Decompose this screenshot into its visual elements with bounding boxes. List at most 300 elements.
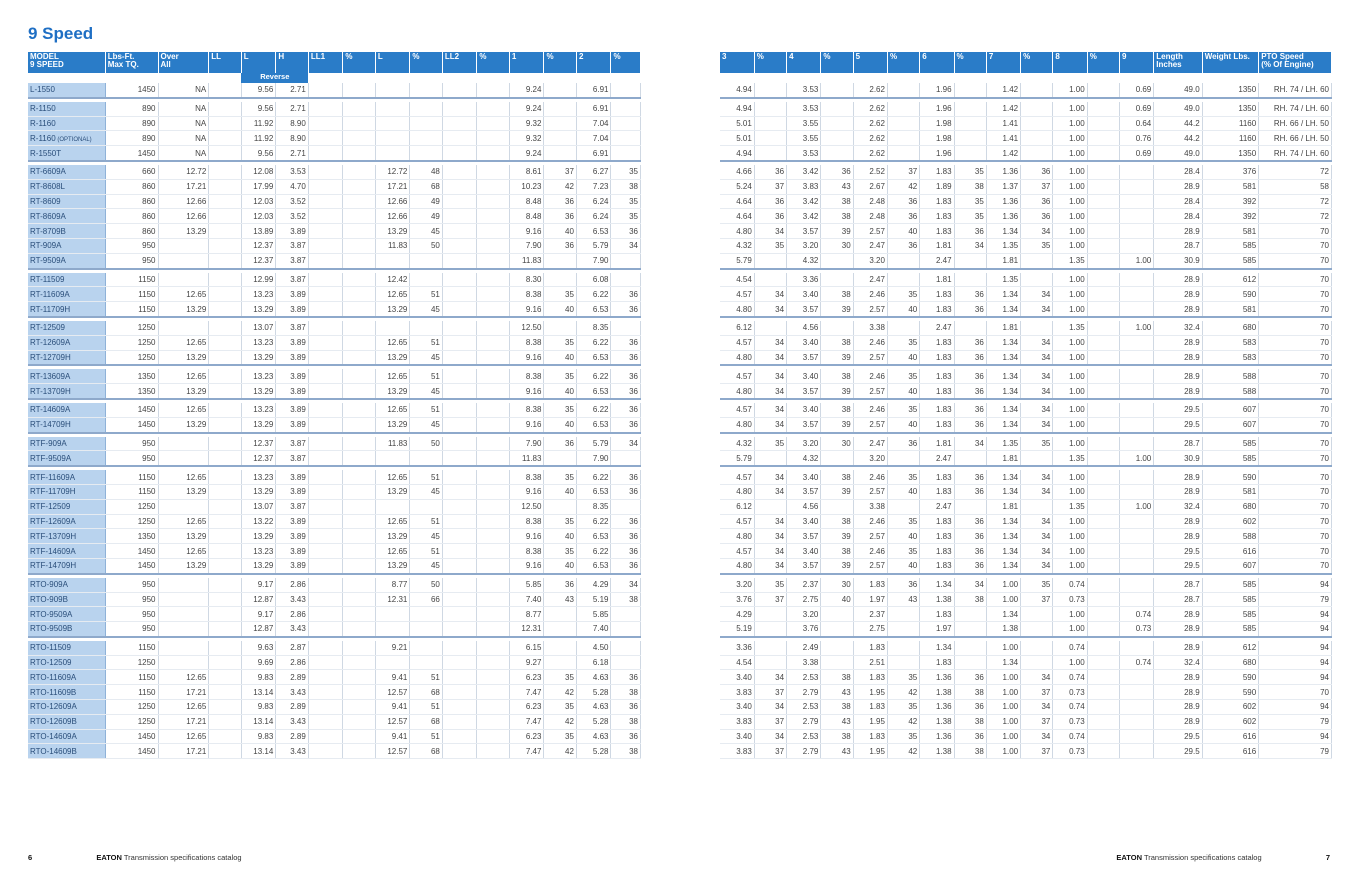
- data-cell: 45: [410, 558, 443, 573]
- model-name: RT-8609A: [30, 211, 66, 221]
- data-cell: [954, 641, 986, 655]
- data-cell: 1450: [105, 544, 158, 559]
- data-cell: [1087, 685, 1119, 700]
- data-cell: [209, 544, 242, 559]
- data-cell: 37: [754, 592, 786, 607]
- data-cell: 36: [887, 578, 919, 592]
- data-cell: 1.34: [920, 641, 954, 655]
- data-cell: 2.47: [920, 499, 954, 514]
- data-cell: 9.17: [241, 578, 276, 592]
- data-cell: 950: [105, 622, 158, 637]
- data-cell: 40: [887, 384, 919, 399]
- data-cell: [209, 116, 242, 131]
- data-cell: 8.38: [509, 335, 544, 350]
- data-cell: [442, 321, 477, 335]
- data-cell: [754, 83, 786, 98]
- data-cell: 2.57: [853, 224, 887, 239]
- data-cell: 1.83: [920, 350, 954, 365]
- data-cell: [343, 302, 376, 317]
- data-cell: [308, 744, 343, 759]
- data-cell: 4.80: [720, 302, 754, 317]
- data-cell: 3.57: [787, 558, 821, 573]
- data-cell: [1021, 655, 1053, 670]
- data-cell: 2.47: [920, 253, 954, 268]
- data-cell: [611, 131, 641, 146]
- data-cell: [954, 83, 986, 98]
- data-cell: [209, 714, 242, 729]
- data-cell: [1087, 544, 1119, 559]
- data-cell: 51: [410, 514, 443, 529]
- model-name: RT-6609A: [30, 167, 66, 177]
- table-row: [28, 83, 641, 98]
- data-cell: 44.2: [1154, 131, 1202, 146]
- data-cell: 1.00: [1053, 165, 1087, 179]
- data-cell: 38: [821, 514, 853, 529]
- data-cell: 17.21: [375, 179, 410, 194]
- data-cell: [343, 369, 376, 383]
- data-cell: 9.69: [241, 655, 276, 670]
- data-cell: [1119, 287, 1153, 302]
- reverse-label: Reverse: [241, 73, 308, 83]
- data-cell: 28.9: [1154, 685, 1202, 700]
- data-cell: 40: [821, 592, 853, 607]
- data-cell: 42: [887, 179, 919, 194]
- data-cell: 2.47: [920, 451, 954, 466]
- data-cell: 1.95: [853, 685, 887, 700]
- data-cell: NA: [158, 116, 209, 131]
- data-cell: [477, 470, 510, 484]
- data-cell: 3.57: [787, 384, 821, 399]
- data-cell: 36: [954, 417, 986, 432]
- data-cell: 1.81: [920, 238, 954, 253]
- data-cell: 1350: [105, 384, 158, 399]
- data-cell: 36: [611, 384, 641, 399]
- data-cell: 13.22: [241, 514, 276, 529]
- data-cell: 2.57: [853, 529, 887, 544]
- data-cell: [1087, 729, 1119, 744]
- data-cell: 12.72: [375, 165, 410, 179]
- data-cell: 94: [1259, 607, 1332, 622]
- data-cell: [410, 102, 443, 116]
- data-cell: [442, 607, 477, 622]
- data-cell: 40: [544, 417, 577, 432]
- data-cell: [1119, 544, 1153, 559]
- data-cell: [1021, 146, 1053, 161]
- data-cell: 39: [821, 529, 853, 544]
- data-cell: 40: [887, 417, 919, 432]
- data-cell: 4.29: [720, 607, 754, 622]
- data-cell: [1087, 417, 1119, 432]
- data-cell: 1160: [1202, 116, 1259, 131]
- data-cell: [1087, 116, 1119, 131]
- data-cell: [1087, 499, 1119, 514]
- data-cell: [308, 116, 343, 131]
- data-cell: [442, 179, 477, 194]
- data-cell: [308, 350, 343, 365]
- data-cell: 1.42: [986, 83, 1020, 98]
- data-cell: 34: [1021, 224, 1053, 239]
- data-cell: [821, 83, 853, 98]
- data-cell: 34: [1021, 384, 1053, 399]
- data-cell: [1021, 641, 1053, 655]
- data-cell: 70: [1259, 403, 1332, 417]
- data-cell: 45: [410, 302, 443, 317]
- data-cell: 1.34: [986, 403, 1020, 417]
- page-number-left: 6: [28, 853, 33, 862]
- data-cell: 583: [1202, 335, 1259, 350]
- data-cell: 1.00: [1053, 131, 1087, 146]
- data-cell: 1.83: [920, 335, 954, 350]
- data-cell: 1.00: [1053, 558, 1087, 573]
- data-cell: 38: [611, 714, 641, 729]
- data-cell: 3.76: [787, 622, 821, 637]
- data-cell: [611, 253, 641, 268]
- table-row: [28, 384, 641, 399]
- data-cell: 4.57: [720, 403, 754, 417]
- data-cell: 28.9: [1154, 714, 1202, 729]
- data-cell: 8.61: [509, 165, 544, 179]
- data-cell: 30: [821, 437, 853, 451]
- data-cell: 3.89: [276, 224, 309, 239]
- data-cell: 3.38: [787, 655, 821, 670]
- data-cell: 1250: [105, 700, 158, 715]
- data-cell: 6.27: [576, 165, 611, 179]
- data-cell: 1.83: [920, 544, 954, 559]
- data-cell: [375, 131, 410, 146]
- data-cell: 3.40: [787, 544, 821, 559]
- right-column-header: %: [887, 52, 919, 73]
- data-cell: 44.2: [1154, 116, 1202, 131]
- data-cell: 34: [754, 529, 786, 544]
- data-cell: 1.96: [920, 102, 954, 116]
- data-cell: 11.83: [375, 437, 410, 451]
- data-cell: 0.74: [1053, 641, 1087, 655]
- data-cell: 72: [1259, 209, 1332, 224]
- model-name: RTF-14609A: [30, 546, 76, 556]
- data-cell: [308, 384, 343, 399]
- data-cell: 37: [1021, 592, 1053, 607]
- data-cell: [477, 384, 510, 399]
- data-cell: 588: [1202, 529, 1259, 544]
- data-cell: [442, 253, 477, 268]
- data-cell: [209, 403, 242, 417]
- data-cell: 9.24: [509, 102, 544, 116]
- data-cell: [308, 102, 343, 116]
- data-cell: 17.21: [158, 714, 209, 729]
- table-row: [28, 287, 641, 302]
- data-cell: [1119, 592, 1153, 607]
- data-cell: [477, 131, 510, 146]
- data-cell: 13.89: [241, 224, 276, 239]
- data-cell: 70: [1259, 437, 1332, 451]
- data-cell: 13.23: [241, 544, 276, 559]
- data-cell: 3.38: [853, 321, 887, 335]
- data-cell: [1087, 470, 1119, 484]
- data-cell: [754, 321, 786, 335]
- data-cell: 3.53: [787, 146, 821, 161]
- data-cell: 36: [611, 514, 641, 529]
- data-cell: 43: [821, 179, 853, 194]
- data-cell: 1450: [105, 146, 158, 161]
- model-name: RT-11509: [30, 274, 65, 284]
- data-cell: 8.38: [509, 470, 544, 484]
- data-cell: 9.21: [375, 641, 410, 655]
- data-cell: 34: [611, 238, 641, 253]
- data-cell: 34: [754, 484, 786, 499]
- data-cell: 3.55: [787, 131, 821, 146]
- data-cell: [477, 451, 510, 466]
- data-cell: 2.46: [853, 514, 887, 529]
- data-cell: 8.90: [276, 116, 309, 131]
- table-row: [720, 165, 1332, 179]
- model-name: RT-8609: [30, 196, 61, 206]
- data-cell: 581: [1202, 224, 1259, 239]
- data-cell: 12.65: [158, 700, 209, 715]
- data-cell: [821, 321, 853, 335]
- data-cell: 1.00: [1053, 335, 1087, 350]
- data-cell: 42: [544, 714, 577, 729]
- data-cell: 36: [611, 484, 641, 499]
- data-cell: 12.37: [241, 238, 276, 253]
- data-cell: NA: [158, 83, 209, 98]
- data-cell: [954, 116, 986, 131]
- data-cell: 34: [1021, 350, 1053, 365]
- data-cell: 585: [1202, 592, 1259, 607]
- data-cell: [477, 146, 510, 161]
- data-cell: 40: [544, 224, 577, 239]
- data-cell: [754, 641, 786, 655]
- data-cell: 1.00: [986, 592, 1020, 607]
- table-row: [720, 384, 1332, 399]
- model-name: RTO-909A: [30, 580, 68, 590]
- data-cell: 0.74: [1119, 607, 1153, 622]
- data-cell: 1.83: [920, 302, 954, 317]
- data-cell: 581: [1202, 179, 1259, 194]
- data-cell: [821, 451, 853, 466]
- data-cell: 3.43: [276, 592, 309, 607]
- model-name: RT-8608L: [30, 182, 65, 192]
- data-cell: 7.47: [509, 685, 544, 700]
- data-cell: 3.40: [787, 514, 821, 529]
- data-cell: [611, 451, 641, 466]
- data-cell: 48: [410, 165, 443, 179]
- data-cell: 34: [754, 350, 786, 365]
- data-cell: [611, 607, 641, 622]
- data-cell: 6.91: [576, 102, 611, 116]
- data-cell: [375, 83, 410, 98]
- left-column-header: Lbs-Ft. Max TQ.: [105, 52, 158, 73]
- data-cell: [1119, 484, 1153, 499]
- right-column-header: %: [1087, 52, 1119, 73]
- model-note: (OPTIONAL): [55, 136, 92, 143]
- data-cell: 36: [544, 578, 577, 592]
- data-cell: [887, 146, 919, 161]
- data-cell: [343, 102, 376, 116]
- data-cell: 35: [887, 670, 919, 685]
- data-cell: 3.89: [276, 558, 309, 573]
- data-cell: [209, 470, 242, 484]
- data-cell: 890: [105, 116, 158, 131]
- data-cell: [754, 146, 786, 161]
- data-cell: [343, 83, 376, 98]
- data-cell: 2.46: [853, 369, 887, 383]
- data-cell: [209, 165, 242, 179]
- model-cell: [28, 529, 105, 544]
- data-cell: 28.9: [1154, 514, 1202, 529]
- data-cell: [1119, 238, 1153, 253]
- header-spacer: [576, 73, 611, 83]
- data-cell: 36: [544, 209, 577, 224]
- data-cell: [343, 622, 376, 637]
- data-cell: NA: [158, 131, 209, 146]
- data-cell: 38: [821, 209, 853, 224]
- data-cell: [477, 484, 510, 499]
- header-spacer: [477, 73, 510, 83]
- data-cell: 28.7: [1154, 592, 1202, 607]
- data-cell: 28.9: [1154, 700, 1202, 715]
- data-cell: [477, 403, 510, 417]
- data-cell: 72: [1259, 194, 1332, 209]
- data-cell: 1150: [105, 670, 158, 685]
- data-cell: 2.57: [853, 417, 887, 432]
- data-cell: 3.76: [720, 592, 754, 607]
- data-cell: 34: [954, 238, 986, 253]
- data-cell: [343, 287, 376, 302]
- model-name: R-1160: [30, 118, 56, 128]
- data-cell: 13.29: [158, 529, 209, 544]
- data-cell: 1.36: [986, 209, 1020, 224]
- table-row: [720, 529, 1332, 544]
- data-cell: 1.83: [920, 529, 954, 544]
- model-name: RT-11609A: [30, 289, 70, 299]
- data-cell: [308, 641, 343, 655]
- data-cell: [375, 499, 410, 514]
- data-cell: 1.34: [986, 417, 1020, 432]
- data-cell: 45: [410, 529, 443, 544]
- data-cell: 3.40: [720, 700, 754, 715]
- data-cell: 2.53: [787, 729, 821, 744]
- table-row: [720, 369, 1332, 383]
- data-cell: 1.00: [1053, 544, 1087, 559]
- data-cell: [544, 273, 577, 287]
- header-spacer: [105, 73, 158, 83]
- data-cell: 35: [887, 403, 919, 417]
- data-cell: [442, 499, 477, 514]
- header-spacer: [442, 73, 477, 83]
- table-row: [28, 194, 641, 209]
- data-cell: [1087, 253, 1119, 268]
- data-cell: 890: [105, 102, 158, 116]
- data-cell: 1.34: [986, 287, 1020, 302]
- header-spacer: [821, 73, 853, 83]
- right-column-header: 5: [853, 52, 887, 73]
- table-row: [720, 287, 1332, 302]
- data-cell: 36: [954, 384, 986, 399]
- table-row: [720, 238, 1332, 253]
- data-cell: 8.38: [509, 514, 544, 529]
- data-cell: 7.47: [509, 744, 544, 759]
- data-cell: 585: [1202, 253, 1259, 268]
- table-row: [720, 558, 1332, 573]
- data-cell: 585: [1202, 451, 1259, 466]
- right-column-header: Weight Lbs.: [1202, 52, 1259, 73]
- data-cell: [308, 685, 343, 700]
- model-cell: [28, 655, 105, 670]
- data-cell: [308, 437, 343, 451]
- data-cell: 5.79: [576, 238, 611, 253]
- model-name: R-1550T: [30, 148, 62, 158]
- right-column-header: 3: [720, 52, 754, 73]
- right-column-header: Length Inches: [1154, 52, 1202, 73]
- data-cell: 0.73: [1053, 714, 1087, 729]
- data-cell: 1.00: [1053, 437, 1087, 451]
- data-cell: [442, 529, 477, 544]
- data-cell: [1119, 403, 1153, 417]
- data-cell: 860: [105, 179, 158, 194]
- data-cell: 36: [954, 369, 986, 383]
- data-cell: 35: [1021, 238, 1053, 253]
- data-cell: 70: [1259, 499, 1332, 514]
- data-cell: 34: [1021, 335, 1053, 350]
- data-cell: 72: [1259, 165, 1332, 179]
- data-cell: [308, 209, 343, 224]
- data-cell: 3.83: [720, 744, 754, 759]
- data-cell: 13.14: [241, 744, 276, 759]
- data-cell: [477, 287, 510, 302]
- data-cell: 4.32: [720, 437, 754, 451]
- data-cell: [158, 655, 209, 670]
- data-cell: 35: [954, 165, 986, 179]
- data-cell: [477, 238, 510, 253]
- data-cell: 94: [1259, 700, 1332, 715]
- model-name: RTF-12509: [30, 502, 71, 512]
- data-cell: [209, 729, 242, 744]
- data-cell: 1.00: [1053, 116, 1087, 131]
- data-cell: 13.23: [241, 335, 276, 350]
- data-cell: 7.40: [576, 622, 611, 637]
- data-cell: 3.53: [787, 83, 821, 98]
- model-cell: [28, 83, 105, 98]
- data-cell: 13.29: [241, 484, 276, 499]
- data-cell: 5.19: [720, 622, 754, 637]
- data-cell: 5.01: [720, 131, 754, 146]
- data-cell: 13.23: [241, 470, 276, 484]
- data-cell: [887, 321, 919, 335]
- data-cell: 4.56: [787, 321, 821, 335]
- data-cell: 4.56: [787, 499, 821, 514]
- data-cell: 13.29: [241, 350, 276, 365]
- table-row: [720, 224, 1332, 239]
- data-cell: 49.0: [1154, 83, 1202, 98]
- data-cell: [1119, 273, 1153, 287]
- data-cell: 28.9: [1154, 641, 1202, 655]
- data-cell: [477, 714, 510, 729]
- data-cell: [308, 514, 343, 529]
- data-cell: 1.00: [1053, 470, 1087, 484]
- data-cell: 3.42: [787, 165, 821, 179]
- data-cell: 9.83: [241, 729, 276, 744]
- data-cell: 28.9: [1154, 273, 1202, 287]
- data-cell: [442, 302, 477, 317]
- data-cell: 6.22: [576, 335, 611, 350]
- data-cell: 2.75: [853, 622, 887, 637]
- data-cell: 34: [1021, 558, 1053, 573]
- data-cell: 34: [1021, 470, 1053, 484]
- data-cell: 49.0: [1154, 102, 1202, 116]
- data-cell: 36: [611, 335, 641, 350]
- data-cell: 40: [544, 529, 577, 544]
- data-cell: [477, 165, 510, 179]
